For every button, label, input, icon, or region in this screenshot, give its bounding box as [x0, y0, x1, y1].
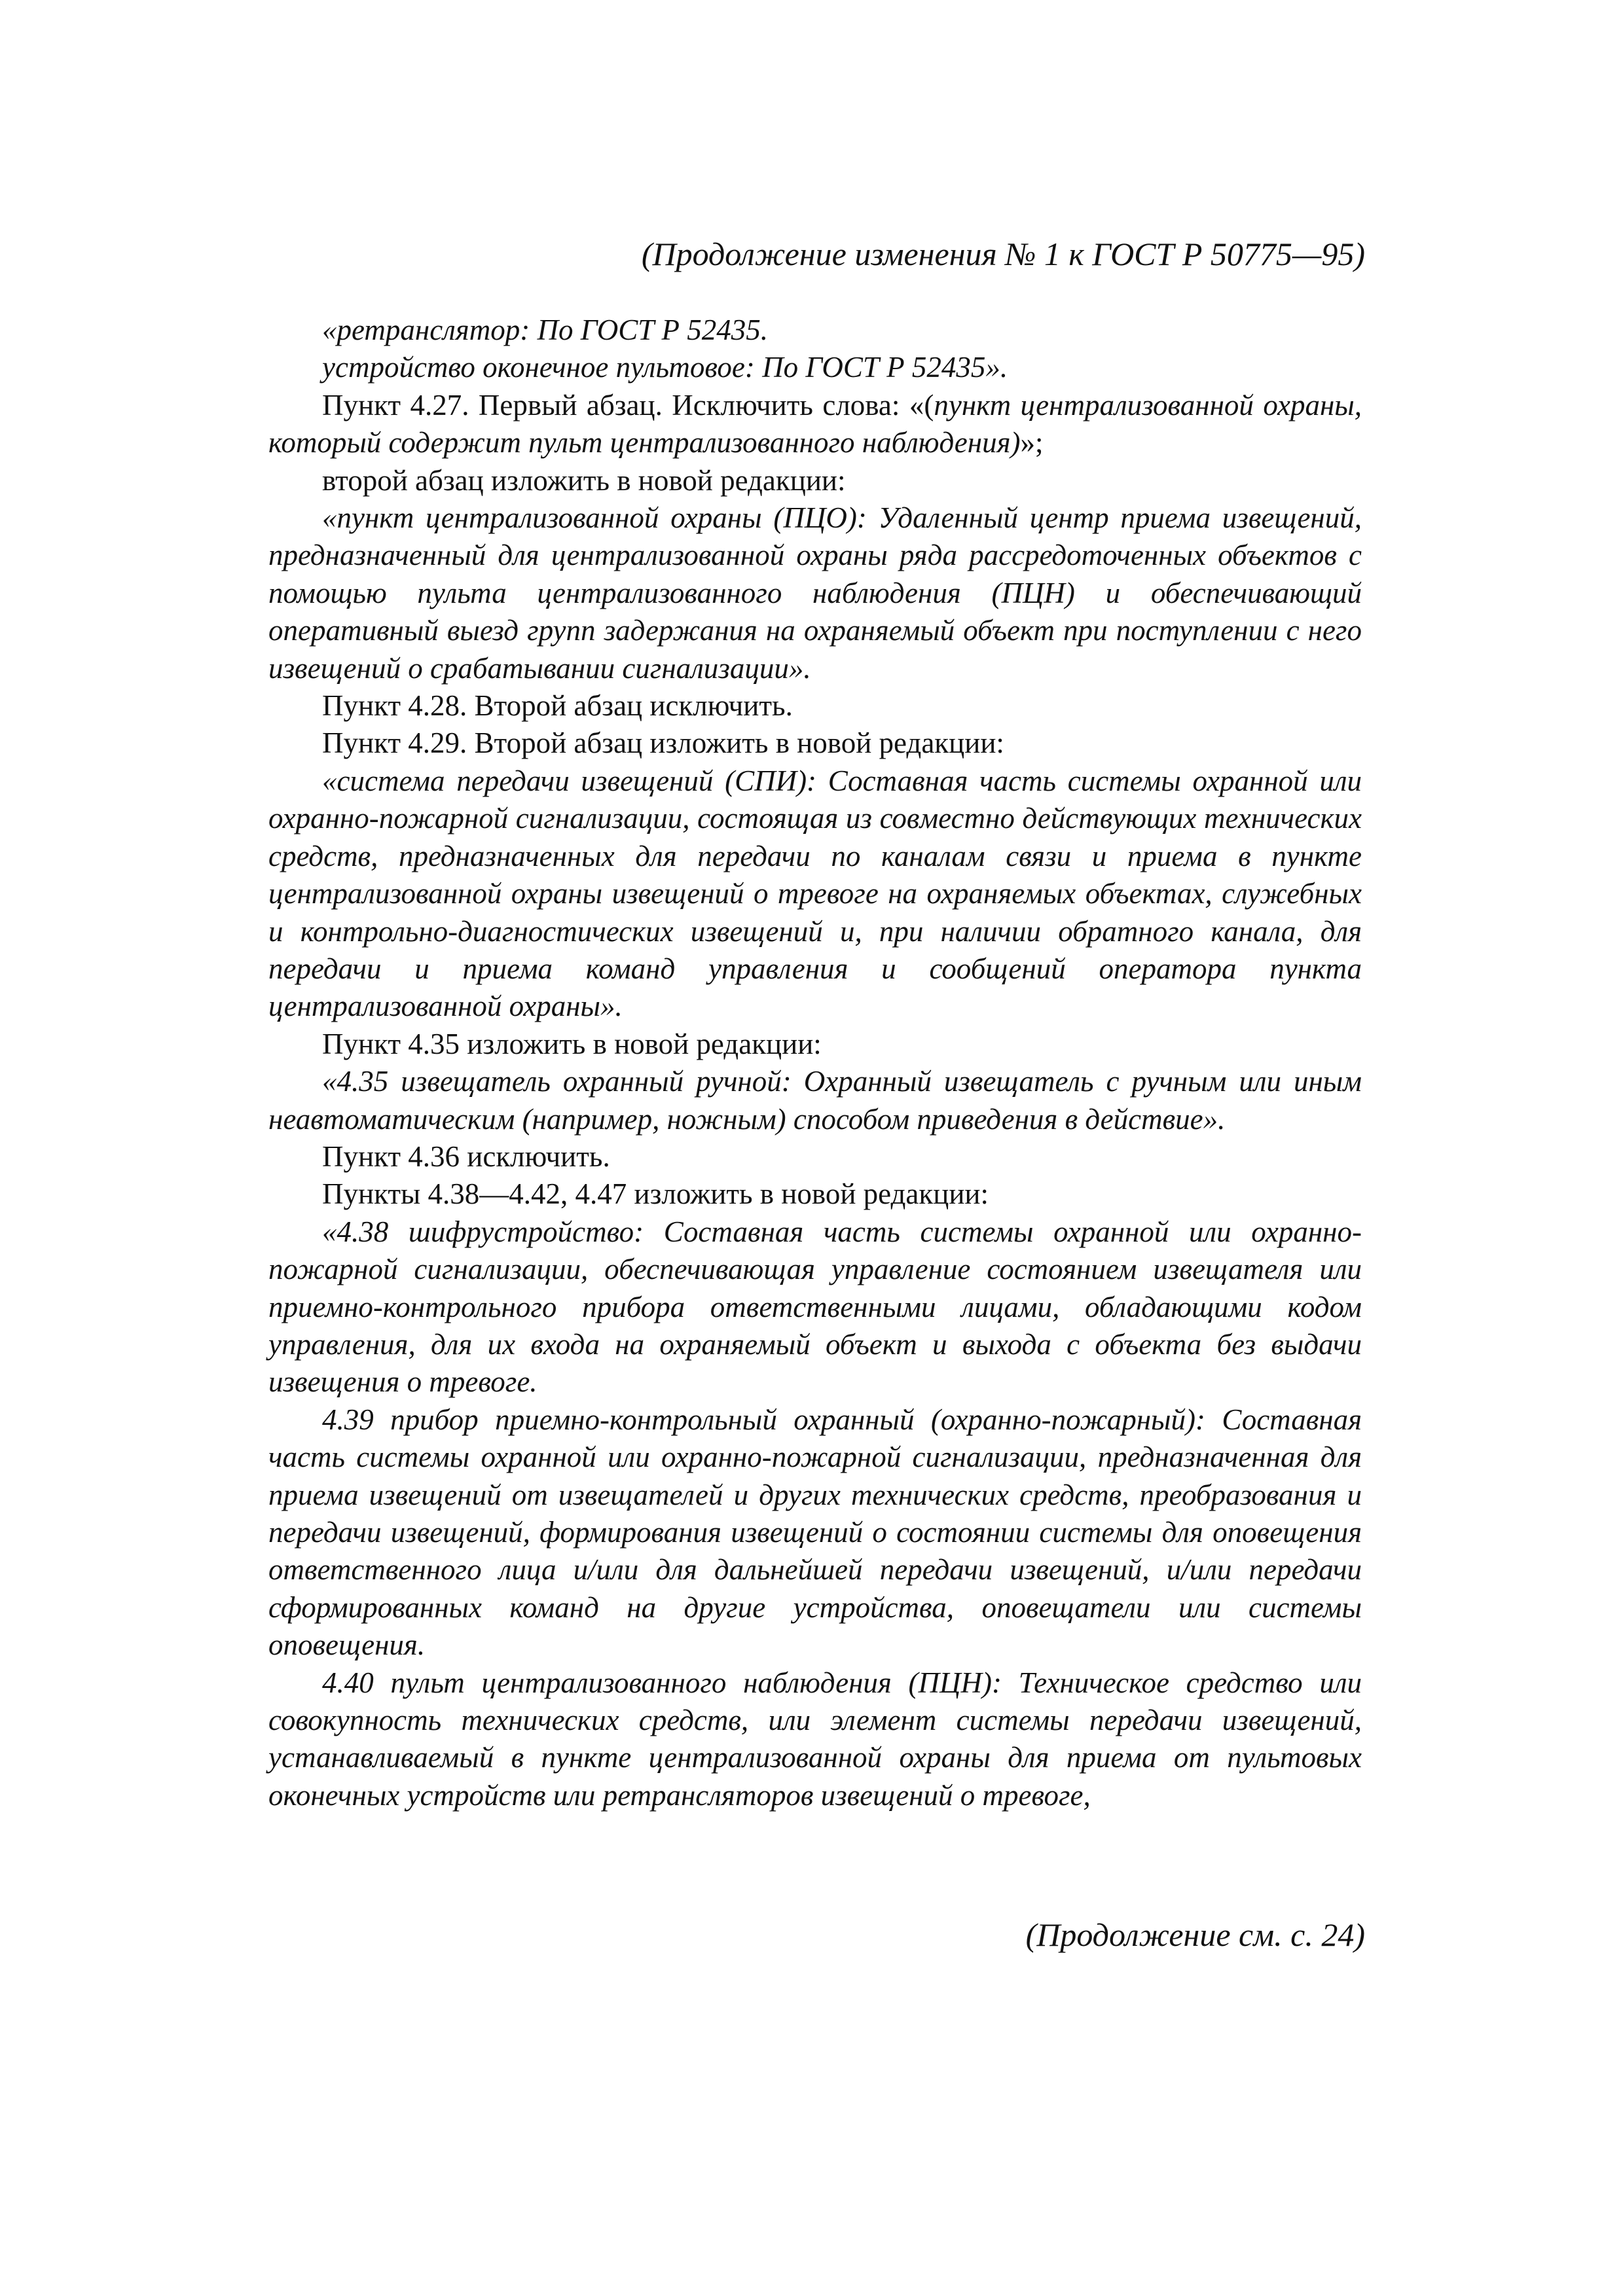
paragraph-terminal-device-definition: устройство оконечное пультовое: По ГОСТ Р 52435». [322, 351, 1008, 384]
paragraph-item-4-28: Пункт 4.28. Второй абзац исключить. [322, 689, 793, 723]
paragraph-items-4-38-4-42: Пункты 4.38—4.42, 4.47 изложить в новой редакции: [322, 1177, 989, 1211]
continuation-footer: (Продолжение см. с. 24) [1025, 1916, 1365, 1953]
paragraph-item-4-27-intro: Пункт 4.27. Первый абзац. Исключить слова: «( [322, 388, 934, 422]
paragraph-control-panel-definition: 4.39 прибор приемно-контрольный охранный (охранно-пожарный): Составная часть системы охранной или охранно-пожарной сигнализации, предназначенная для приема извещений от извещателей и других технических средств, преобразования и передачи извещений, формирования извещений о состоянии системы для оповещения ответственного лица и/или для дальнейшей передачи извещений, и/или передачи сформированных команд на другие устройства, оповещатели или системы оповещения. [268, 1403, 1362, 1662]
paragraph-item-4-29: Пункт 4.29. Второй абзац изложить в новой редакции: [322, 726, 1004, 760]
continuation-header: (Продолжение изменения № 1 к ГОСТ Р 50775—95) [641, 236, 1365, 272]
paragraph-manual-detector-definition: «4.35 извещатель охранный ручной: Охранный извещатель с ручным или иным неавтоматическим (например, ножным) способом приведения в действие». [268, 1065, 1362, 1136]
body-text [268, 312, 1362, 1814]
paragraph-item-4-27-excluded-words: пункт централизованной охраны, который содержит пульт централизованного наблюдения) [268, 388, 1362, 459]
paragraph-spi-definition: «система передачи извещений (СПИ): Составная часть системы охранной или охранно-пожарной сигнализации, состоящая из совместно действующих технических средств, предназначенных для передачи по каналам связи и приема в пункте централизованной охраны извещений о тревоге на охраняемых объектах, служебных и контрольно-диагностических извещений и, при наличии обратного канала, для передачи и приема команд управления и сообщений оператора пункта централизованной охраны». [268, 764, 1362, 1023]
paragraph-item-4-35: Пункт 4.35 изложить в новой редакции: [322, 1027, 822, 1060]
paragraph-item-4-27-tail: »; [1020, 426, 1044, 459]
paragraph-pco-definition: «пункт централизованной охраны (ПЦО): Удаленный центр приема извещений, предназначенный для централизованной охраны ряда рассредоточенных объектов с помощью пульта централизованного наблюдения (ПЦН) и обеспечивающий оперативный выезд групп задержания на охраняемый объект при поступлении с него извещений о срабатывании сигнализации». [268, 501, 1362, 685]
paragraph-pcn-definition: 4.40 пульт централизованного наблюдения (ПЦН): Техническое средство или совокупность технических средств, или элемент системы передачи извещений, устанавливаемый в пункте централизованной охраны для приема от пультовых оконечных устройств или ретрансляторов извещений о тревоге, [268, 1666, 1362, 1812]
paragraph-retranslator-definition: «ретранслятор: По ГОСТ Р 52435. [322, 314, 768, 346]
paragraph-item-4-27 [268, 387, 1362, 462]
paragraph-item-4-36: Пункт 4.36 исключить. [322, 1139, 610, 1173]
paragraph-second-abzac-instruction: второй абзац изложить в новой редакции: [322, 463, 846, 497]
paragraph-cipher-device-definition: «4.38 шифрустройство: Составная часть системы охранной или охранно-пожарной сигнализации, обеспечивающая управление состоянием извещателя или приемно-контрольного прибора ответственными лицами, обладающими кодом управления, для их входа на охраняемый объект и выхода с объекта без выдачи извещения о тревоге. [268, 1215, 1362, 1399]
